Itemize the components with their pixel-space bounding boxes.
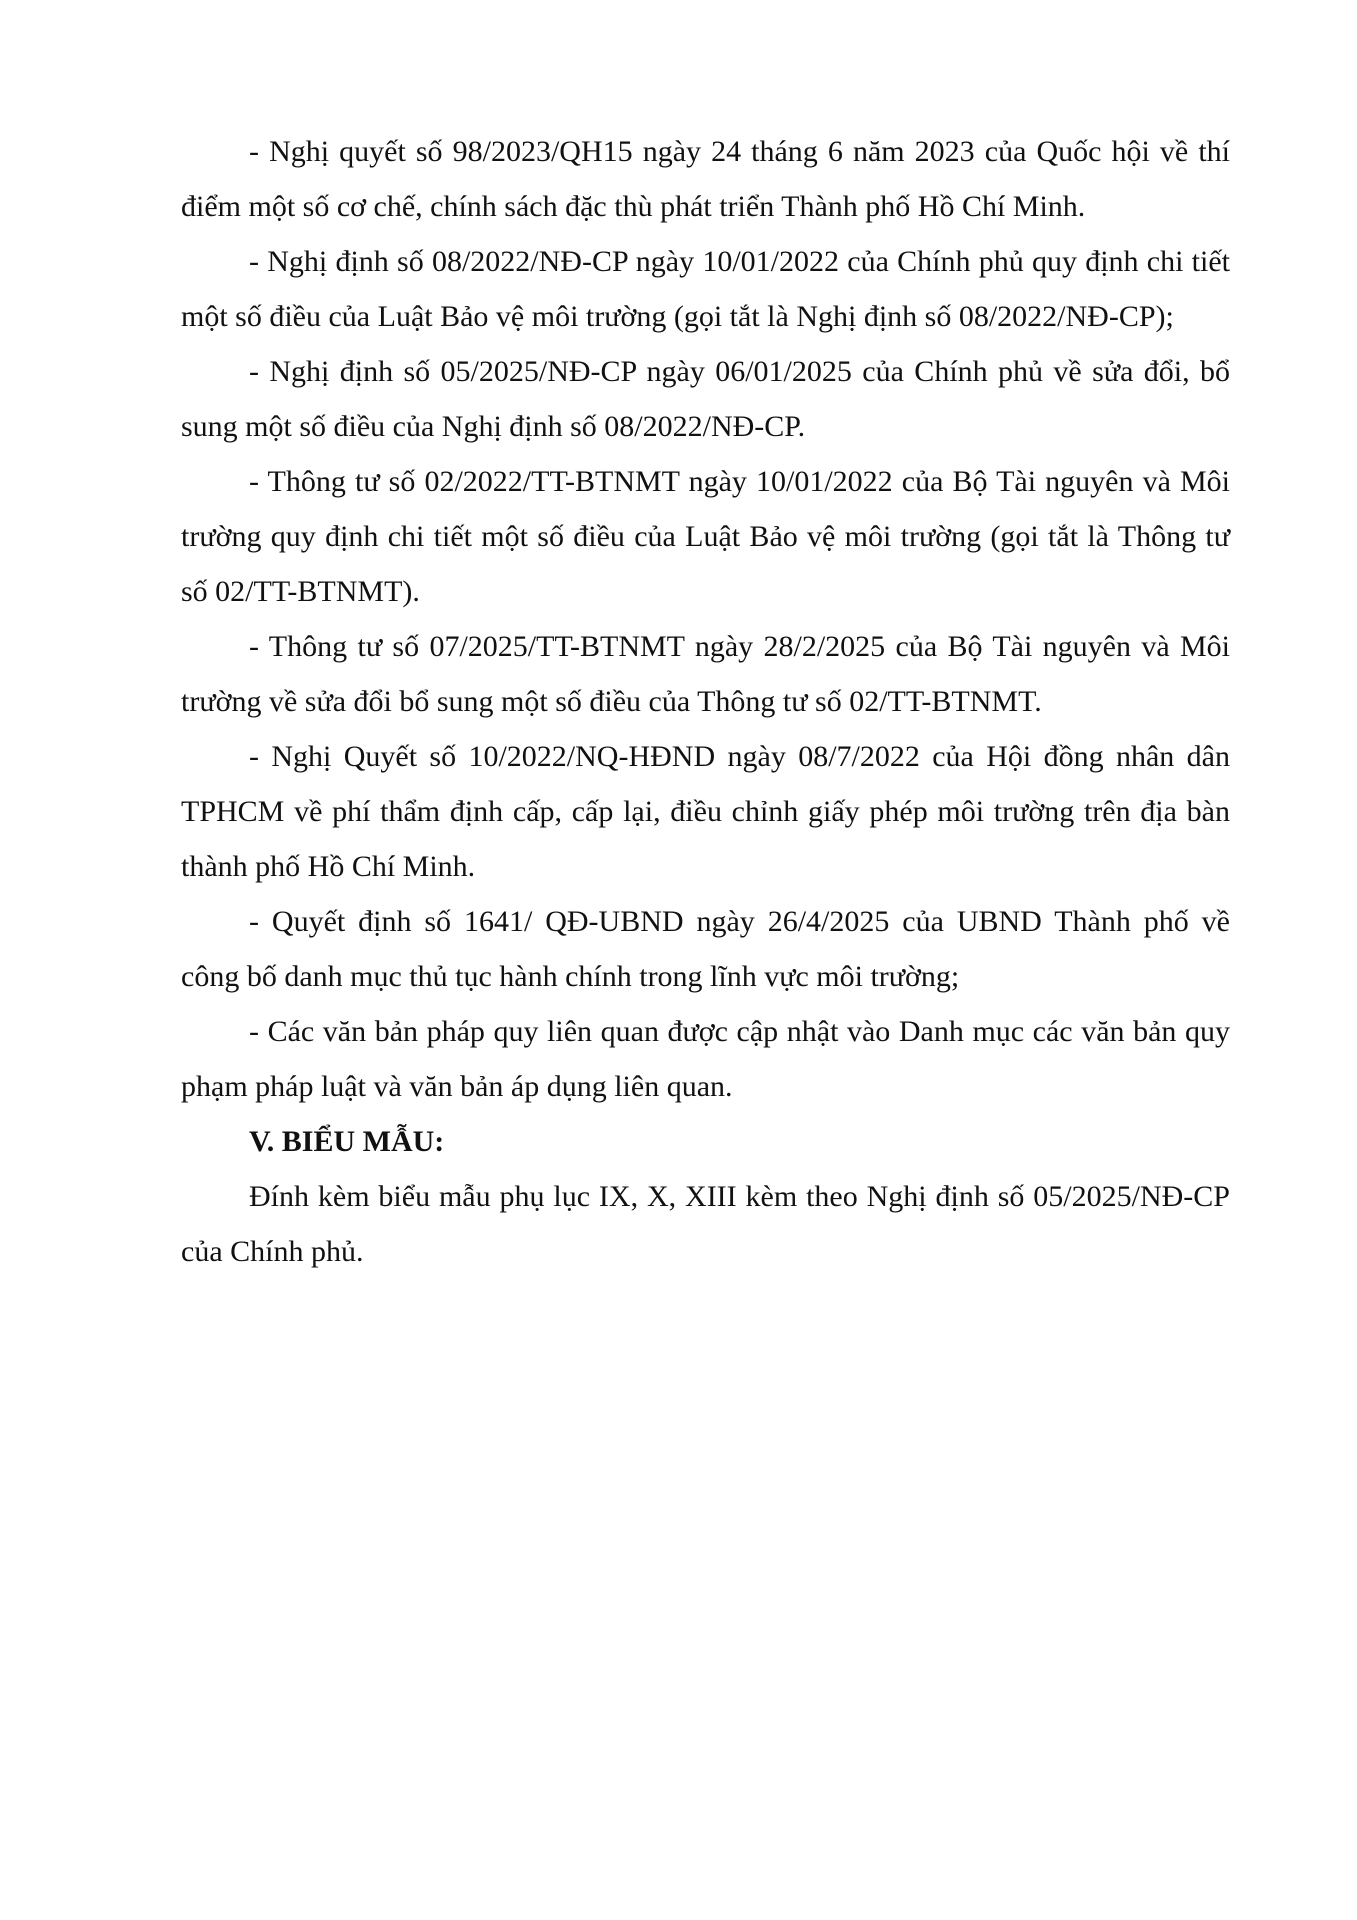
legal-basis-item-decree-08: - Nghị định số 08/2022/NĐ-CP ngày 10/01/2022 của Chính phủ quy định chi tiết một số điều của Luật Bảo vệ môi trường (gọi tắt là Nghị định số 08/2022/NĐ-CP); bbox=[181, 245, 1230, 333]
legal-basis-item-resolution-98: - Nghị quyết số 98/2023/QH15 ngày 24 tháng 6 năm 2023 của Quốc hội về thí điểm một số cơ chế, chính sách đặc thù phát triển Thành phố Hồ Chí Minh. bbox=[181, 135, 1230, 223]
section-text-forms: Đính kèm biểu mẫu phụ lục IX, X, XIII kèm theo Nghị định số 05/2025/NĐ-CP của Chính phủ. bbox=[181, 1180, 1230, 1268]
legal-basis-item-related-documents: - Các văn bản pháp quy liên quan được cập nhật vào Danh mục các văn bản quy phạm pháp luật và văn bản áp dụng liên quan. bbox=[181, 1015, 1230, 1103]
legal-basis-item-decision-1641: - Quyết định số 1641/ QĐ-UBND ngày 26/4/2025 của UBND Thành phố về công bố danh mục thủ tục hành chính trong lĩnh vực môi trường; bbox=[181, 905, 1230, 993]
legal-basis-item-decree-05: - Nghị định số 05/2025/NĐ-CP ngày 06/01/2025 của Chính phủ về sửa đổi, bổ sung một số điều của Nghị định số 08/2022/NĐ-CP. bbox=[181, 355, 1230, 443]
legal-basis-item-circular-07: - Thông tư số 07/2025/TT-BTNMT ngày 28/2/2025 của Bộ Tài nguyên và Môi trường về sửa đổi bổ sung một số điều của Thông tư số 02/TT-BTNMT. bbox=[181, 630, 1230, 718]
document-body bbox=[181, 124, 1230, 1279]
section-heading-forms: V. BIỂU MẪU: bbox=[249, 1125, 445, 1158]
legal-basis-item-circular-02: - Thông tư số 02/2022/TT-BTNMT ngày 10/01/2022 của Bộ Tài nguyên và Môi trường quy định chi tiết một số điều của Luật Bảo vệ môi trường (gọi tắt là Thông tư số 02/TT-BTNMT). bbox=[181, 465, 1230, 608]
legal-basis-item-resolution-10: - Nghị Quyết số 10/2022/NQ-HĐND ngày 08/7/2022 của Hội đồng nhân dân TPHCM về phí thẩm định cấp, cấp lại, điều chỉnh giấy phép môi trường trên địa bàn thành phố Hồ Chí Minh. bbox=[181, 740, 1230, 883]
